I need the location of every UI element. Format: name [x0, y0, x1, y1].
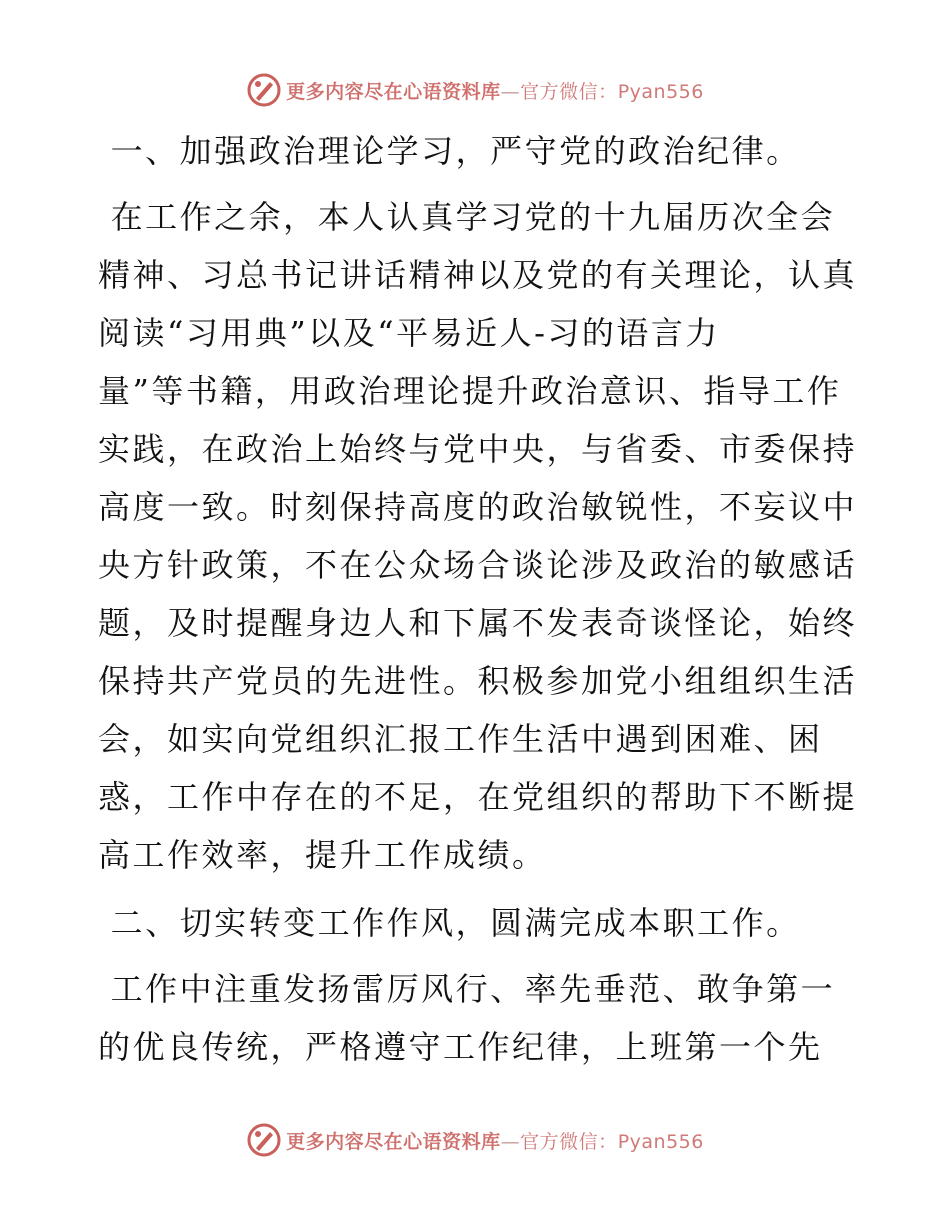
text-line: 题，及时提醒身边人和下属不发表奇谈怪论，始终 [98, 604, 858, 642]
watermark-text: 更多内容尽在心语资料库—官方微信：Pyan556 [286, 80, 704, 103]
text-line: 保持共产党员的先进性。积极参加党小组组织生活 [98, 662, 858, 700]
watermark-footer [0, 1118, 950, 1162]
section-heading-2: 二、切实转变工作作风，圆满完成本职工作。 [98, 904, 801, 942]
text-line: 惑，工作中存在的不足，在党组织的帮助下不断提 [98, 778, 858, 816]
pen-seal-icon [246, 1122, 282, 1158]
document-body [98, 120, 858, 1076]
watermark-header [0, 68, 950, 112]
text-line: 高度一致。时刻保持高度的政治敏锐性，不妄议中 [98, 488, 858, 526]
paragraph-2 [98, 960, 858, 1076]
paragraph-1 [98, 188, 858, 884]
text-line: 精神、习总书记讲话精神以及党的有关理论，认真 [98, 256, 858, 294]
pen-seal-icon [246, 72, 282, 108]
text-line: 会，如实向党组织汇报工作生活中遇到困难、困 [98, 720, 823, 758]
text-line: 阅读“习用典”以及“平易近人-习的语言力 [98, 314, 720, 352]
text-line: 高工作效率，提升工作成绩。 [98, 836, 547, 874]
text-line: 的优良传统，严格遵守工作纪律，上班第一个先 [98, 1028, 823, 1066]
text-line: 在工作之余，本人认真学习党的十九届历次全会 [98, 198, 836, 236]
watermark-text: 更多内容尽在心语资料库—官方微信：Pyan556 [286, 1130, 704, 1153]
section-heading-1: 一、加强政治理论学习，严守党的政治纪律。 [98, 132, 801, 170]
text-line: 央方针政策，不在公众场合谈论涉及政治的敏感话 [98, 546, 858, 584]
text-line: 实践，在政治上始终与党中央，与省委、市委保持 [98, 430, 858, 468]
text-line: 量”等书籍，用政治理论提升政治意识、指导工作 [98, 372, 842, 410]
text-line: 工作中注重发扬雷厉风行、率先垂范、敢争第一 [98, 970, 836, 1008]
